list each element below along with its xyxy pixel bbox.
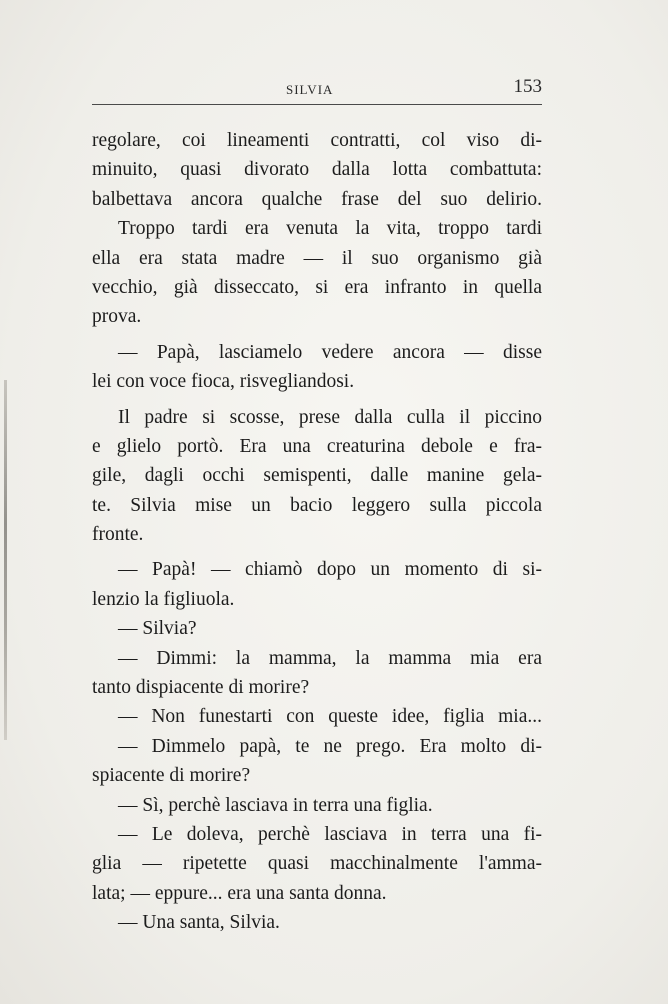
- text-line: tanto dispiacente di morire?: [92, 677, 310, 699]
- text-line: — Papà! — chiamò dopo un momento di si-: [118, 559, 542, 581]
- text-line: gile, dagli occhi semispenti, dalle manine gela-: [92, 465, 542, 487]
- text-line: lata; — eppure... era una santa donna.: [92, 882, 387, 904]
- text-line: — Dimmelo papà, te ne prego. Era molto di-: [118, 735, 542, 757]
- text-line: Il padre si scosse, prese dalla culla il piccino: [118, 406, 542, 428]
- text-line: — Papà, lasciamelo vedere ancora — disse: [118, 341, 542, 363]
- text-line: Troppo tardi era venuta la vita, troppo tardi: [118, 218, 542, 240]
- text-line: te. Silvia mise un bacio leggero sulla piccola: [92, 494, 542, 516]
- text-line: ella era stata madre — il suo organismo già: [92, 247, 542, 269]
- page-number: 153: [513, 76, 542, 97]
- text-line: e glielo portò. Era una creaturina debole e fra-: [92, 435, 542, 457]
- text-line: fronte.: [92, 524, 144, 546]
- text-line: vecchio, già disseccato, si era infranto in quella: [92, 276, 542, 298]
- text-line: — Le doleva, perchè lasciava in terra una fi-: [118, 823, 542, 845]
- text-line: minuito, quasi divorato dalla lotta combattuta:: [92, 159, 542, 181]
- text-line: — Silvia?: [118, 618, 197, 640]
- text-line: lenzio la figliuola.: [92, 588, 235, 610]
- page-header: [92, 76, 542, 102]
- text-line: — Non funestarti con queste idee, figlia mia...: [118, 706, 542, 728]
- text-line: glia — ripetette quasi macchinalmente l'amma-: [92, 853, 542, 875]
- page-binding-edge: [4, 380, 7, 740]
- text-line: regolare, coi lineamenti contratti, col viso di-: [92, 130, 542, 151]
- text-line: balbettava ancora qualche frase del suo delirio.: [92, 188, 542, 210]
- text-line: spiacente di morire?: [92, 765, 251, 787]
- text-line: prova.: [92, 306, 142, 328]
- header-rule: [92, 104, 542, 105]
- running-title: SILVIA: [286, 82, 334, 97]
- text-line: lei con voce fioca, risvegliandosi.: [92, 371, 355, 393]
- text-line: — Una santa, Silvia.: [118, 912, 280, 934]
- text-line: — Sì, perchè lasciava in terra una figlia.: [118, 794, 433, 816]
- body-text: [92, 126, 542, 938]
- text-line: — Dimmi: la mamma, la mamma mia era: [118, 647, 542, 669]
